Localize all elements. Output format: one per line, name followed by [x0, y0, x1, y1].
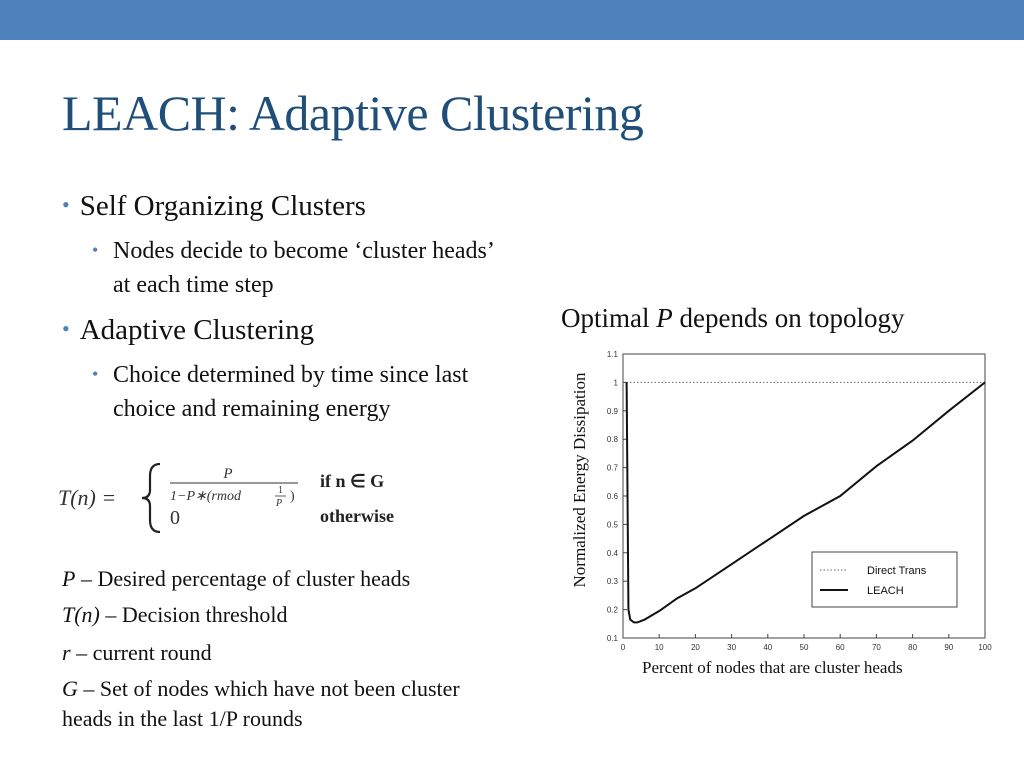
y-tick-label: 1 — [613, 378, 618, 388]
legend-label: Direct Trans — [867, 565, 927, 577]
y-tick-label: 0.1 — [606, 634, 618, 643]
def-term: r — [62, 640, 71, 665]
x-tick-label: 80 — [908, 643, 918, 652]
x-tick-label: 60 — [835, 643, 845, 652]
def-text: – Set of nodes which have not been cluster heads in the last 1/P rounds — [62, 676, 460, 731]
bullet-dot: • — [92, 364, 99, 384]
def-text: – Decision threshold — [99, 602, 288, 627]
def-term: T(n) — [62, 602, 100, 627]
y-tick-label: 0.3 — [606, 577, 618, 587]
caption-post: depends on topology — [672, 303, 905, 333]
formula-zero: 0 — [170, 507, 180, 529]
def-term: G — [62, 676, 78, 701]
y-tick-label: 0.9 — [606, 406, 618, 416]
legend-box — [812, 552, 957, 607]
x-tick-label: 10 — [654, 643, 664, 652]
x-tick-label: 0 — [620, 643, 626, 652]
legend-label: LEACH — [867, 585, 904, 597]
bullet-dot: • — [62, 316, 70, 341]
formula-brace — [142, 464, 160, 532]
y-tick-label: 0.2 — [606, 605, 618, 615]
chart-caption — [561, 303, 904, 334]
threshold-formula — [58, 456, 438, 540]
bullet-1-text: Self Organizing Clusters — [79, 190, 366, 222]
def-text: – Desired percentage of cluster heads — [75, 566, 411, 591]
x-tick-label: 20 — [690, 643, 700, 652]
definition-r — [62, 640, 212, 666]
caption-var: P — [656, 303, 673, 333]
y-tick-label: 0.4 — [606, 548, 618, 558]
def-term: P — [62, 566, 76, 591]
definition-tn — [62, 602, 287, 628]
chart-ylabel: Normalized Energy Dissipation — [570, 372, 589, 588]
x-tick-label: 50 — [799, 643, 809, 652]
top-accent-bar — [0, 0, 1024, 40]
sub-bullet-1-text: Nodes decide to become ‘cluster heads’ at each time step — [113, 238, 494, 298]
formula-lhs: T(n) = — [58, 485, 117, 510]
y-tick-label: 0.5 — [606, 520, 618, 530]
def-text: – current round — [70, 640, 212, 665]
formula-inner-den: P — [276, 498, 283, 509]
x-tick-label: 90 — [944, 643, 954, 652]
y-tick-label: 1.1 — [606, 350, 618, 359]
formula-denominator: 1−P∗(rmod — [170, 489, 241, 504]
y-tick-label: 0.8 — [606, 435, 618, 445]
x-tick-label: 70 — [871, 643, 881, 652]
bullet-dot: • — [92, 240, 99, 260]
formula-numerator: P — [223, 466, 233, 482]
formula-den-close: ) — [290, 489, 295, 504]
caption-pre: Optimal — [561, 303, 657, 333]
bullet-1 — [62, 190, 366, 223]
bullet-dot: • — [62, 192, 70, 217]
chart-xlabel: Percent of nodes that are cluster heads — [642, 658, 903, 677]
formula-inner-num: 1 — [278, 485, 283, 496]
slide-title: LEACH: Adaptive Clustering — [62, 85, 644, 141]
formula-cond-1: if n ∈ G — [320, 471, 385, 491]
energy-dissipation-chart — [590, 345, 1000, 655]
y-tick-label: 0.6 — [606, 492, 618, 501]
bullet-2-text: Adaptive Clustering — [79, 314, 315, 346]
x-tick-label: 40 — [763, 643, 773, 652]
sub-bullet-1 — [92, 234, 513, 302]
definition-p — [62, 566, 410, 592]
x-tick-label: 100 — [978, 643, 992, 652]
bullet-2 — [62, 314, 314, 347]
sub-bullet-2-text: Choice determined by time since last choice and remaining energy — [113, 362, 469, 422]
sub-bullet-2 — [92, 358, 513, 426]
formula-cond-2: otherwise — [320, 506, 394, 526]
x-tick-label: 30 — [727, 643, 737, 652]
definition-g — [62, 674, 492, 734]
y-tick-label: 0.7 — [606, 463, 618, 473]
